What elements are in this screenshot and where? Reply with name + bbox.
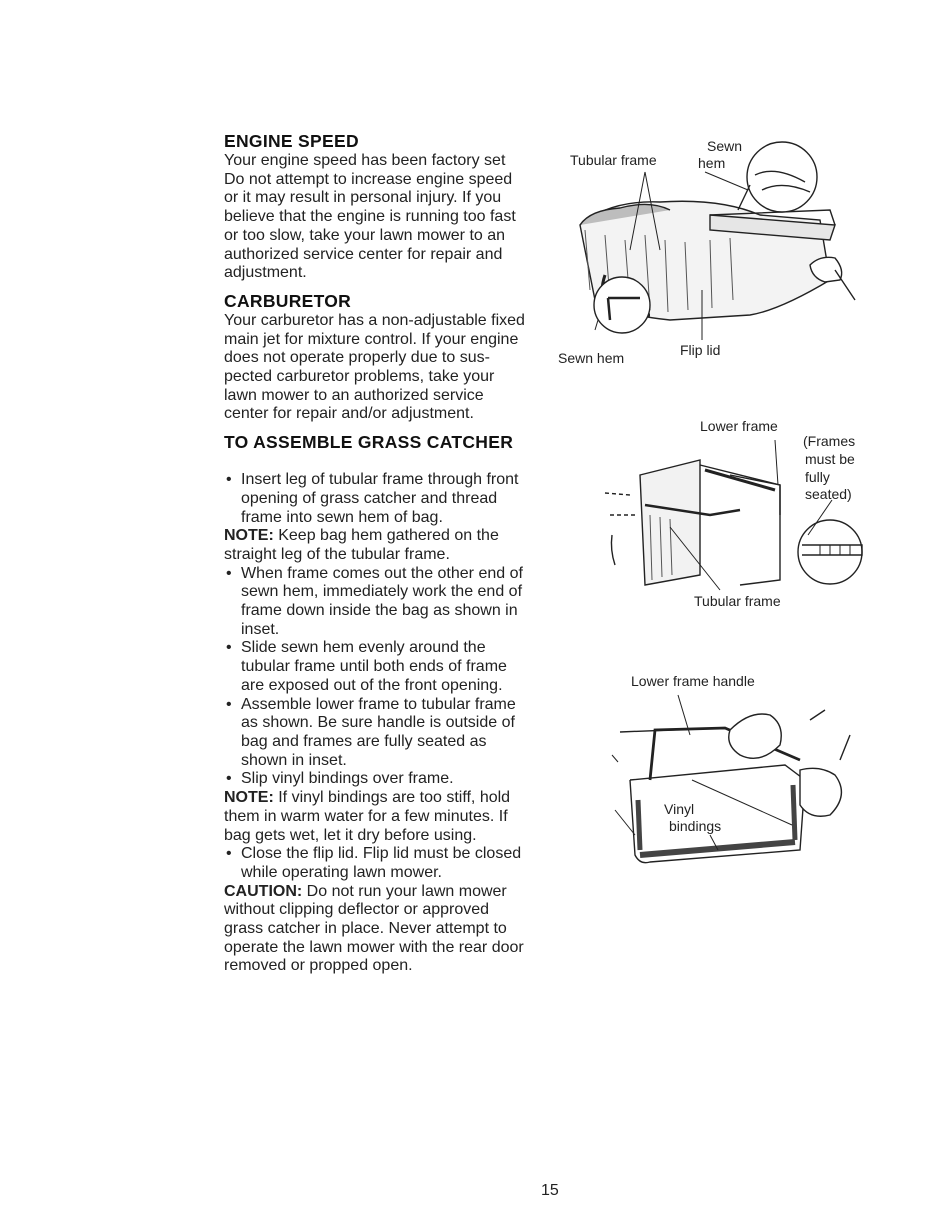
bullet-marker: • [226, 845, 232, 863]
text-line: frame down inside the bag as shown in [241, 602, 518, 620]
text-line: Your engine speed has been factory set [224, 152, 506, 169]
note-line [224, 789, 554, 808]
label-frames-seated-2: must be [805, 451, 855, 467]
text-line: Assemble lower frame to tubular frame [241, 695, 516, 713]
assembly-instructions [224, 471, 554, 976]
caution-label: CAUTION: [224, 882, 303, 900]
carburetor-heading: CARBURETOR [224, 290, 352, 311]
note-line [224, 527, 554, 546]
bullet-marker: • [226, 770, 232, 788]
text-line: center for repair and/or adjustment. [224, 405, 474, 423]
label-sewn-hem-top-1: Sewn [707, 138, 743, 154]
text-line: Do not attempt to increase engine speed [224, 170, 513, 188]
text-line: while operating lawn mower. [241, 863, 442, 881]
text-line: pected carburetor problems, take your [224, 368, 495, 386]
text-column [224, 131, 554, 976]
label-lower-frame-handle: Lower frame handle [631, 673, 755, 689]
text-line: Slide sewn hem evenly around the [241, 639, 486, 657]
text-line: lawn mower to an authorized service [224, 386, 484, 404]
instruction-bullet [224, 471, 554, 527]
text-line: tubular frame until both ends of frame [241, 658, 507, 676]
note-text: If vinyl bindings are too stiff, hold [273, 789, 511, 807]
instruction-bullet [224, 565, 554, 640]
text-line: does not operate properly due to sus- [224, 349, 490, 367]
note-label: NOTE: [224, 789, 274, 807]
note-text: Keep bag hem gathered on the [273, 527, 499, 545]
instruction-bullet [224, 696, 554, 771]
label-flip-lid: Flip lid [680, 342, 721, 358]
text-line: Slip vinyl bindings over frame. [241, 770, 454, 788]
caution-line [224, 883, 554, 902]
text-line: Insert leg of tubular frame through front [241, 471, 519, 489]
bullet-marker: • [226, 564, 232, 582]
text-line: main jet for mixture control. If your engine [224, 330, 519, 348]
text-line: removed or propped open. [224, 957, 413, 975]
text-line: bag gets wet, let it dry before using. [224, 826, 477, 844]
text-line: When frame comes out the other end of [241, 564, 523, 582]
engine-speed-paragraph [224, 152, 554, 283]
text-line: operate the lawn mower with the rear door [224, 938, 524, 956]
text-line: straight leg of the tubular frame. [224, 545, 450, 563]
label-bindings: bindings [669, 818, 722, 834]
label-sewn-hem-top-2: hem [698, 155, 726, 171]
text-line: them in warm water for a few minutes. If [224, 807, 508, 825]
label-frames-seated-3: fully [805, 469, 830, 485]
note-label: NOTE: [224, 527, 274, 545]
text-line: are exposed out of the front opening. [241, 676, 503, 694]
text-line: inset. [241, 620, 280, 638]
instruction-bullet [224, 845, 554, 882]
text-line: or it may result in personal injury. If you [224, 189, 502, 207]
vinyl-bindings-illustration [610, 670, 870, 885]
figure-lower-frame [590, 415, 880, 615]
label-lower-frame: Lower frame [700, 418, 778, 434]
instruction-bullet [224, 639, 554, 695]
text-line: believe that the engine is running too fast [224, 208, 516, 226]
text-line: Close the flip lid. Flip lid must be closed [241, 845, 522, 863]
bullet-marker: • [226, 471, 232, 489]
text-line: frame into sewn hem of bag. [241, 508, 443, 526]
figure-vinyl-bindings [610, 670, 870, 885]
text-line: Your carburetor has a non-adjustable fixed [224, 311, 525, 329]
text-line: authorized service center for repair and [224, 245, 503, 263]
label-sewn-hem-bottom: Sewn hem [558, 350, 625, 366]
assemble-heading: TO ASSEMBLE GRASS CATCHER [224, 432, 514, 453]
label-vinyl: Vinyl [664, 801, 695, 817]
text-line: without clipping deflector or approved [224, 901, 490, 919]
bullet-marker: • [226, 695, 232, 713]
label-frames-seated-1: (Frames [803, 433, 856, 449]
page-number: 15 [541, 1182, 559, 1199]
text-line: sewn hem, immediately work the end of [241, 583, 523, 601]
text-line: bag and frames are fully seated as [241, 732, 487, 750]
instruction-bullet [224, 770, 554, 789]
carburetor-paragraph [224, 312, 554, 424]
text-line: grass catcher in place. Never attempt to [224, 920, 507, 938]
label-tubular-frame: Tubular frame [570, 152, 657, 168]
text-line: opening of grass catcher and thread [241, 489, 498, 507]
text-line: shown in inset. [241, 751, 347, 769]
label-tubular-frame: Tubular frame [694, 593, 781, 609]
text-line: as shown. Be sure handle is outside of [241, 714, 515, 732]
text-line: adjustment. [224, 264, 307, 282]
engine-speed-heading: ENGINE SPEED [224, 131, 359, 151]
figure-tubular-frame [550, 130, 870, 370]
text-line: or too slow, take your lawn mower to an [224, 226, 506, 244]
label-frames-seated-4: seated) [805, 486, 852, 502]
caution-text: Do not run your lawn mower [302, 882, 507, 900]
bullet-marker: • [226, 639, 232, 657]
